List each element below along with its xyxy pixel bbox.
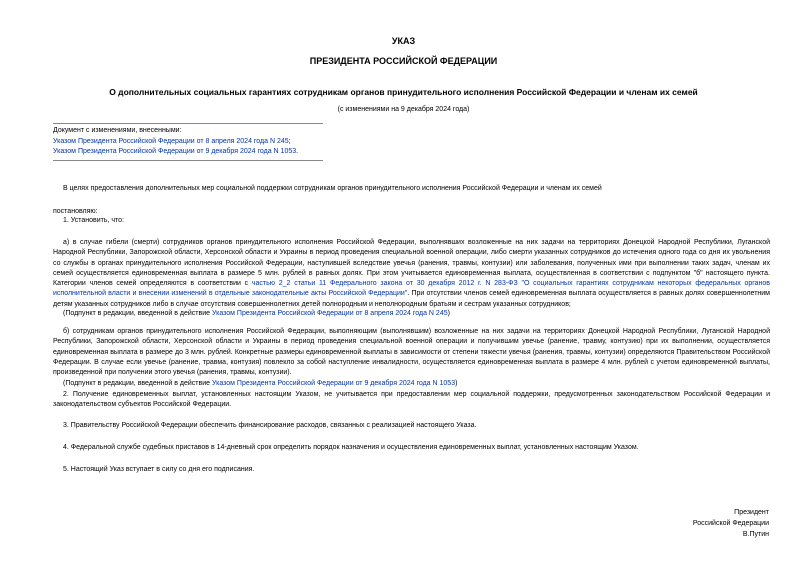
amend-note	[53, 126, 323, 158]
amend-note-item-1	[53, 137, 323, 148]
intro-paragraph: В целях предоставления дополнительных мер социальной поддержки сотрудникам органов принудительного исполнения Российской Федерации и членам их семей	[63, 185, 602, 192]
edit-note-prefix: (Подпункт в редакции, введенной в действие	[63, 310, 212, 317]
amend-note-bottom-rule	[53, 160, 323, 161]
amend-link-245[interactable]: Указом Президента Российской Федерации от 8 апреля 2024 года N 245	[53, 137, 289, 145]
clause-1a-text-1: а) в случае гибели (смерти) сотрудников органов принудительного исполнения Российской Федерации, выполнявших возложенные на них задачи на территориях Донецкой Народной Республики, Луганской Народной Республики, Запорожской области, Херсонской области и Украины в период проведения специальной военной операции, либо смерти указанных сотрудников до истечения одного года со дня их увольнения со службы в органах принудительного исполнения Российской Федерации, наступившей вследствие увечья (ранения, травмы, контузии) или заболевания, полученных ими при выполнении таких задач, членам их семей осуществляется единовременная выплата в размере 5 млн. рублей в равных долях. При этом учитывается единовременная выплата, осуществленная в соответствии с подпунктом "б" настоящего пункта. Категории членов семей определяются в соответствии с	[53, 239, 770, 288]
signature-position: Президент	[734, 509, 769, 516]
issuer-title: ПРЕЗИДЕНТА РОССИЙСКОЙ ФЕДЕРАЦИИ	[309, 56, 498, 66]
clause-4: 4. Федеральной службе судебных приставов в 14-дневный срок определить порядок назначения и осуществления единовременных выплат, установленных настоящим Указом.	[63, 444, 639, 451]
clause-1a-edit-note	[53, 309, 770, 319]
signature-org: Российской Федерации	[692, 520, 769, 527]
signature-block	[693, 507, 769, 540]
amend-link-2-tail: .	[296, 148, 299, 155]
amend-note-label: Документ с изменениями, внесенными:	[53, 127, 182, 134]
law-283-link[interactable]: частью 2_2 статьи 11 Федерального закона от 30 декабря 2012 г. N 283-ФЗ	[251, 280, 518, 288]
clause-2: 2. Получение единовременных выплат, установленных настоящим Указом, не учитывается при предоставлении мер социальной поддержки, предусмотренных законодательством Российской Федерации и законодательством субъектов Российской Федерации.	[53, 391, 770, 409]
signature-name: В.Путин	[742, 531, 769, 538]
amend-link-1053[interactable]: Указом Президента Российской Федерации от 9 декабря 2024 года N 1053	[53, 148, 297, 155]
amend-note-item-2	[53, 147, 323, 158]
law-title-link[interactable]: "О социальных гарантиях сотрудникам некоторых федеральных органов исполнительной власти и внесении изменений в отдельные законодательные акты Российской Федерации"	[53, 280, 771, 298]
doc-type-title: УКАЗ	[391, 36, 416, 46]
edit-note-suffix: )	[447, 310, 450, 317]
clause-5: 5. Настоящий Указ вступает в силу со дня его подписания.	[63, 466, 255, 473]
clause-3: 3. Правительству Российской Федерации обеспечить финансирование расходов, связанных с реализацией настоящего Указа.	[63, 422, 477, 429]
edit-note-prefix: (Подпункт в редакции, введенной в действие	[63, 380, 212, 387]
amend-note-top-rule	[53, 123, 323, 124]
clause-1: 1. Установить, что:	[63, 217, 125, 224]
edit-note-link-245[interactable]: Указом Президента Российской Федерации от 8 апреля 2024 года N 245	[211, 310, 448, 317]
amend-link-1-tail: ;	[288, 137, 291, 145]
revision-note: (с изменениями на 9 декабря 2024 года)	[337, 106, 470, 113]
document-subject: О дополнительных социальных гарантиях сотрудникам органов принудительного исполнения Российской Федерации и членам их семей	[109, 87, 698, 97]
clause-1b-edit-note	[53, 379, 770, 389]
edit-note-link-1053[interactable]: Указом Президента Российской Федерации от 9 декабря 2024 года N 1053	[211, 380, 456, 387]
clause-1a	[53, 238, 770, 310]
edit-note-suffix: )	[455, 380, 458, 387]
clause-1a-text-2: . При отсутствии членов семей единовременная выплата осуществляется в равных долях совершеннолетним детям указанных сотрудников либо в случае отсутствия совершеннолетних детей полнородным и неполнородным братьям и сестрам указанных сотрудников;	[53, 290, 770, 308]
decree-word: постановляю:	[53, 208, 98, 215]
clause-1b: б) сотрудникам органов принудительного исполнения Российской Федерации, выполняющим (выполнявшим) возложенные на них задачи на территориях Донецкой Народной Республики, Луганской Народной Республики, Запорожской области, Херсонской области и Украины в период проведения специальной военной операции и получившим увечье (ранение, травму, контузию) при их выполнении, осуществляется единовременная выплата в размере до 3 млн. рублей. Конкретные размеры единовременной выплаты в зависимости от степени тяжести увечья (ранения, травмы, контузии) определяются Правительством Российской Федерации. В случае если увечье (ранение, травма, контузия) повлекло за собой наступление инвалидности, осуществляется единовременная выплата в размере 4 млн. рублей с учетом единовременной выплаты, произведенной при получении этого увечья (ранения, травмы, контузии).	[53, 328, 770, 377]
